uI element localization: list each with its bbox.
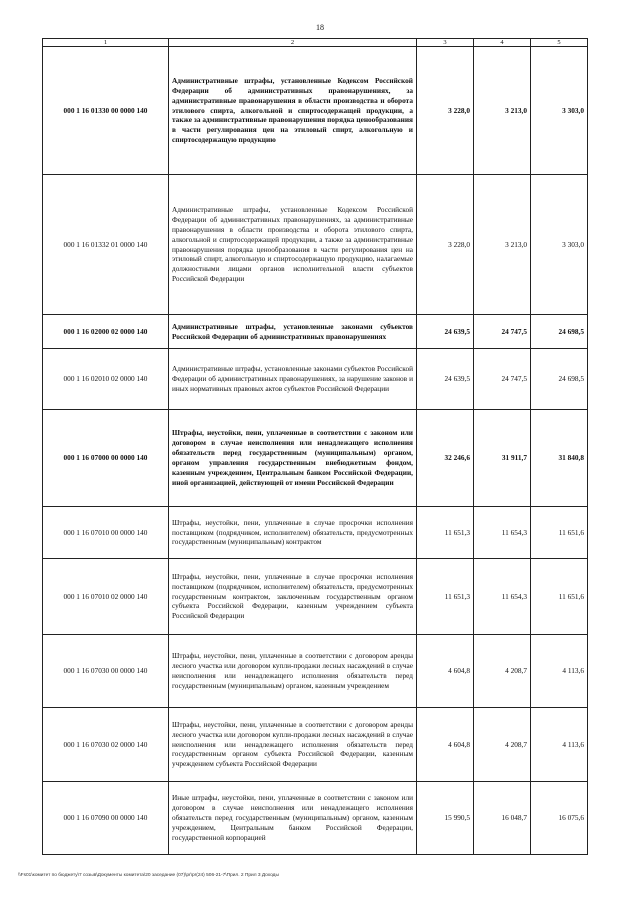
value-cell-col4: 3 213,0 [474,175,531,315]
value-cell-col3: 11 651,3 [417,559,474,635]
value-cell-col5: 4 113,6 [531,708,588,782]
table-row [43,635,588,708]
description-cell: Штрафы, неустойки, пени, уплаченные в соответствии с договором аренды лесного участка или договором купли-продажи лесных насаждений в случае неисполнения или ненадлежащего исполнения обязательств перед государственным (муниципальным) органом, казенным учреждением [169,635,417,708]
description-cell: Административные штрафы, установленные Кодексом Российской Федерации об административных правонарушениях, за административные правонарушения в области производства и оборота этилового спирта, алкогольной и спиртосодержащей продукции, а также за административные правонарушения порядка ценообразования в части регулирования цен на этиловый спирт, алкогольную и спиртосодержащую продукцию, налагаемые должностными лицами органов исполнительной власти субъектов Российской Федерации [169,175,417,315]
budget-code-cell: 000 1 16 07030 00 0000 140 [43,635,169,708]
column-header-5: 5 [531,39,588,47]
budget-code-cell: 000 1 16 02010 02 0000 140 [43,349,169,410]
budget-code-cell: 000 1 16 07010 02 0000 140 [43,559,169,635]
table-row [43,507,588,559]
table-row [43,349,588,410]
column-header-3: 3 [417,39,474,47]
table-row [43,47,588,175]
budget-code-cell: 000 1 16 02000 02 0000 140 [43,315,169,349]
table-row [43,410,588,507]
budget-code-cell: 000 1 16 01330 00 0000 140 [43,47,169,175]
value-cell-col5: 3 303,0 [531,175,588,315]
page-number: 18 [316,23,324,32]
value-cell-col4: 4 208,7 [474,635,531,708]
value-cell-col4: 24 747,5 [474,315,531,349]
description-cell: Штрафы, неустойки, пени, уплаченные в случае просрочки исполнения поставщиком (подрядчиком, исполнителем) обязательств, предусмотренных государственным (муниципальным) контрактом [169,507,417,559]
value-cell-col3: 4 604,8 [417,708,474,782]
description-cell: Штрафы, неустойки, пени, уплаченные в соответствии с договором аренды лесного участка или договором купли-продажи лесных насаждений в случае неисполнения или ненадлежащего исполнения обязательств перед государственным органом субъекта Российской Федерации, казенным учреждением субъекта Российской Федерации [169,708,417,782]
value-cell-col5: 3 303,0 [531,47,588,175]
value-cell-col3: 11 651,3 [417,507,474,559]
column-header-1: 1 [43,39,169,47]
value-cell-col3: 32 246,6 [417,410,474,507]
budget-code-cell: 000 1 16 01332 01 0000 140 [43,175,169,315]
table-row [43,315,588,349]
table-row [43,782,588,855]
table-row [43,175,588,315]
value-cell-col5: 4 113,6 [531,635,588,708]
value-cell-col3: 3 228,0 [417,47,474,175]
value-cell-col4: 31 911,7 [474,410,531,507]
value-cell-col5: 31 840,8 [531,410,588,507]
budget-code-cell: 000 1 16 07010 00 0000 140 [43,507,169,559]
value-cell-col3: 15 990,5 [417,782,474,855]
value-cell-col5: 11 651,6 [531,507,588,559]
table-body [43,47,588,855]
description-cell: Административные штрафы, установленные законами субъектов Российской Федерации об административных правонарушениях, за нарушение законов и иных нормативных правовых актов субъектов Российской Федерации [169,349,417,410]
value-cell-col3: 24 639,5 [417,349,474,410]
column-header-4: 4 [474,39,531,47]
value-cell-col4: 11 654,3 [474,559,531,635]
value-cell-col5: 24 698,5 [531,349,588,410]
description-cell: Штрафы, неустойки, пени, уплаченные в случае просрочки исполнения поставщиком (подрядчиком, исполнителем) обязательств, предусмотренных государственным контрактом, заключенным государственным органом субъекта Российской Федерации, казенным учреждением субъекта Российской Федерации [169,559,417,635]
description-cell: Административные штрафы, установленные законами субъектов Российской Федерации об административных правонарушениях [169,315,417,349]
value-cell-col4: 4 208,7 [474,708,531,782]
description-cell: Административные штрафы, установленные Кодексом Российской Федерации об административных правонарушениях, за административные правонарушения в области производства и оборота этилового спирта, алкогольной и спиртосодержащей продукции, а также за административные правонарушения порядка ценообразования в части регулирования цен на этиловый спирт, алкогольную и спиртосодержащую продукцию [169,47,417,175]
value-cell-col5: 16 075,6 [531,782,588,855]
description-cell: Иные штрафы, неустойки, пени, уплаченные в соответствии с законом или договором в случае неисполнения или ненадлежащего исполнения обязательств перед государственным (муниципальным) органом, казенным учреждением, Центральным банком Российской Федерации, государственной корпорацией [169,782,417,855]
value-cell-col4: 16 048,7 [474,782,531,855]
table-row [43,708,588,782]
budget-code-cell: 000 1 16 07000 00 0000 140 [43,410,169,507]
value-cell-col4: 11 654,3 [474,507,531,559]
footer-file-path: \\Fs01\комитет по бюджету\7 созыв\Документы комитета\20 заседание (07)\pr\pr(24) 506-21-7\Прил. 2 Прил 3 Доходы [18,873,279,878]
table-header-row [43,39,588,47]
budget-code-cell: 000 1 16 07090 00 0000 140 [43,782,169,855]
value-cell-col3: 24 639,5 [417,315,474,349]
budget-revenue-table [42,38,588,855]
value-cell-col5: 24 698,5 [531,315,588,349]
table-row [43,559,588,635]
value-cell-col3: 4 604,8 [417,635,474,708]
value-cell-col3: 3 228,0 [417,175,474,315]
budget-code-cell: 000 1 16 07030 02 0000 140 [43,708,169,782]
value-cell-col4: 24 747,5 [474,349,531,410]
value-cell-col4: 3 213,0 [474,47,531,175]
value-cell-col5: 11 651,6 [531,559,588,635]
description-cell: Штрафы, неустойки, пени, уплаченные в соответствии с законом или договором в случае неисполнения или ненадлежащего исполнения обязательств перед государственным (муниципальным) органом, органом управления государственным внебюджетным фондом, казенным учреждением, Центральным банком Российской Федерации, иной организацией, действующей от имени Российской Федерации [169,410,417,507]
column-header-2: 2 [169,39,417,47]
